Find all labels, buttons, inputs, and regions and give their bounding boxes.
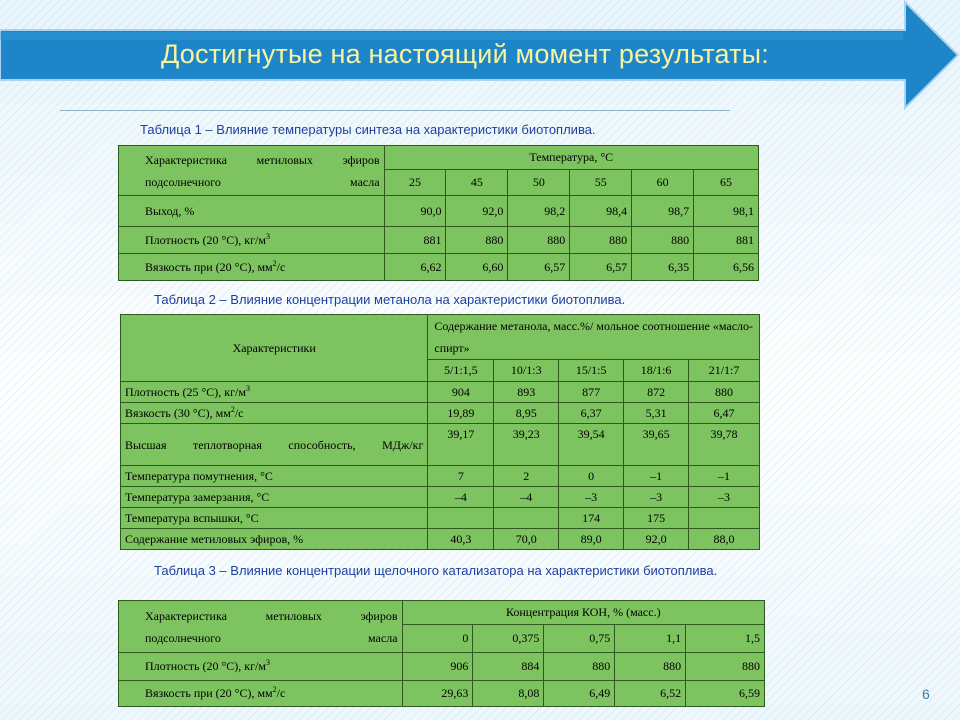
- table3-cell: 880: [686, 653, 765, 681]
- table2-cell: –1: [624, 466, 689, 487]
- table1-cell: 92,0: [446, 196, 508, 227]
- slide-title: Достигнутые на настоящий момент результаты:: [161, 38, 769, 69]
- table2-row-label: Высшая теплотворная способность, МДж/кг: [121, 424, 428, 466]
- table2-cell: 880: [689, 382, 760, 403]
- table2-cell: 904: [428, 382, 494, 403]
- table1-cell: 880: [570, 227, 632, 254]
- page-number: 6: [922, 686, 930, 702]
- table3-col: 0: [402, 625, 473, 653]
- table3-cell: 906: [402, 653, 473, 681]
- table2-cell: 6,37: [559, 403, 624, 424]
- table1-header-group: Температура, °С: [384, 146, 758, 170]
- table1-col: 55: [570, 170, 632, 196]
- table2-cell: 40,3: [428, 529, 494, 550]
- table-row: [121, 466, 760, 487]
- table2-row-label: Плотность (25 °С), $кг/м^3$: [121, 382, 428, 403]
- table1-cell: 6,56: [694, 254, 759, 281]
- table1-col: 60: [632, 170, 694, 196]
- table2-col: 5/1:1,5: [428, 360, 494, 382]
- table3-col: 0,75: [544, 625, 615, 653]
- table2-cell: –4: [428, 487, 494, 508]
- table3: [118, 600, 765, 707]
- table1-cell: 881: [384, 227, 446, 254]
- table1-col: 50: [508, 170, 570, 196]
- table1: [118, 145, 759, 281]
- table2-cell: –3: [559, 487, 624, 508]
- table3-col: 1,5: [686, 625, 765, 653]
- table1-caption: Таблица 1 – Влияние температуры синтеза на характеристики биотоплива.: [140, 122, 596, 137]
- table3-header-group: Концентрация КОН, % (масс.): [402, 601, 764, 625]
- table2-col: 21/1:7: [689, 360, 760, 382]
- table1-col: 65: [694, 170, 759, 196]
- table2-cell: 39,23: [494, 424, 559, 466]
- table2-row-label: Содержание метиловых эфиров, %: [121, 529, 428, 550]
- table2-cell: –4: [494, 487, 559, 508]
- table2-cell: [689, 508, 760, 529]
- table2-cell: 174: [559, 508, 624, 529]
- table2-cell: 872: [624, 382, 689, 403]
- table2: [120, 314, 760, 550]
- table1-cell: 880: [446, 227, 508, 254]
- table3-header-left: Характеристика метиловых эфиров подсолнечного масла: [119, 601, 403, 653]
- table-row: [119, 653, 765, 681]
- table2-cell: 39,54: [559, 424, 624, 466]
- table2-header-left: Характеристики: [121, 315, 428, 382]
- table1-cell: 6,60: [446, 254, 508, 281]
- table1-cell: 880: [632, 227, 694, 254]
- table2-cell: 19,89: [428, 403, 494, 424]
- table2-row-label: Вязкость (30 °С), $мм^2/с$: [121, 403, 428, 424]
- table2-col: 18/1:6: [624, 360, 689, 382]
- table2-cell: 2: [494, 466, 559, 487]
- table3-row-label: Вязкость при (20 °С), $мм^2/с$: [119, 681, 403, 707]
- table3-cell: 884: [473, 653, 544, 681]
- table-row: [121, 487, 760, 508]
- table-row: [121, 529, 760, 550]
- table1-cell: 6,35: [632, 254, 694, 281]
- table1-cell: 6,62: [384, 254, 446, 281]
- table3-col: 0,375: [473, 625, 544, 653]
- table2-cell: [494, 508, 559, 529]
- table2-cell: [428, 508, 494, 529]
- table2-col: 10/1:3: [494, 360, 559, 382]
- table1-cell: 6,57: [508, 254, 570, 281]
- table2-cell: 6,47: [689, 403, 760, 424]
- table1-cell: 881: [694, 227, 759, 254]
- table1-cell: 90,0: [384, 196, 446, 227]
- table2-cell: 92,0: [624, 529, 689, 550]
- table1-cell: 98,1: [694, 196, 759, 227]
- table3-cell: 880: [615, 653, 686, 681]
- table3-cell: 880: [544, 653, 615, 681]
- table2-row-label: Температура вспышки, °С: [121, 508, 428, 529]
- table1-row-label: Плотность (20 °С), $кг/м^3$: [119, 227, 385, 254]
- table-row: [119, 681, 765, 707]
- table2-header-group: Содержание метанола, масс.%/ мольное соотношение «масло-спирт»: [428, 315, 760, 360]
- table3-cell: 6,59: [686, 681, 765, 707]
- table2-cell: 5,31: [624, 403, 689, 424]
- table2-cell: –3: [689, 487, 760, 508]
- table3-col: 1,1: [615, 625, 686, 653]
- table2-caption: Таблица 2 – Влияние концентрации метанола на характеристики биотоплива.: [154, 292, 626, 307]
- table2-cell: 893: [494, 382, 559, 403]
- table-row: [121, 424, 760, 466]
- table-row: [119, 227, 759, 254]
- table2-cell: 175: [624, 508, 689, 529]
- table2-cell: 89,0: [559, 529, 624, 550]
- table1-col: 25: [384, 170, 446, 196]
- table-row: [121, 508, 760, 529]
- table2-cell: 7: [428, 466, 494, 487]
- divider-line: [60, 110, 730, 111]
- table-row: [121, 403, 760, 424]
- table2-row-label: Температура помутнения, °С: [121, 466, 428, 487]
- table3-cell: 6,49: [544, 681, 615, 707]
- table-row: [119, 196, 759, 227]
- table2-cell: 88,0: [689, 529, 760, 550]
- table2-cell: 39,65: [624, 424, 689, 466]
- table1-row-label: Выход, %: [119, 196, 385, 227]
- table-row: [119, 254, 759, 281]
- table1-cell: 98,2: [508, 196, 570, 227]
- table1-cell: 98,7: [632, 196, 694, 227]
- table-row: [121, 382, 760, 403]
- table2-cell: –1: [689, 466, 760, 487]
- table1-cell: 880: [508, 227, 570, 254]
- table3-cell: 6,52: [615, 681, 686, 707]
- table1-cell: 98,4: [570, 196, 632, 227]
- table1-cell: 6,57: [570, 254, 632, 281]
- table3-cell: 29,63: [402, 681, 473, 707]
- table2-cell: 8,95: [494, 403, 559, 424]
- table1-header-left: Характеристика метиловых эфиров подсолнечного масла: [119, 146, 385, 196]
- table2-cell: 70,0: [494, 529, 559, 550]
- table3-caption: Таблица 3 – Влияние концентрации щелочного катализатора на характеристики биотоплива.: [154, 563, 718, 578]
- table2-cell: 39,17: [428, 424, 494, 466]
- table2-col: 15/1:5: [559, 360, 624, 382]
- table2-cell: –3: [624, 487, 689, 508]
- table1-row-label: Вязкость при (20 °С), $мм^2/с$: [119, 254, 385, 281]
- table1-col: 45: [446, 170, 508, 196]
- table2-cell: 877: [559, 382, 624, 403]
- table2-cell: 0: [559, 466, 624, 487]
- table2-row-label: Температура замерзания, °С: [121, 487, 428, 508]
- table3-row-label: Плотность (20 °С), $кг/м^3$: [119, 653, 403, 681]
- table3-cell: 8,08: [473, 681, 544, 707]
- table2-cell: 39,78: [689, 424, 760, 466]
